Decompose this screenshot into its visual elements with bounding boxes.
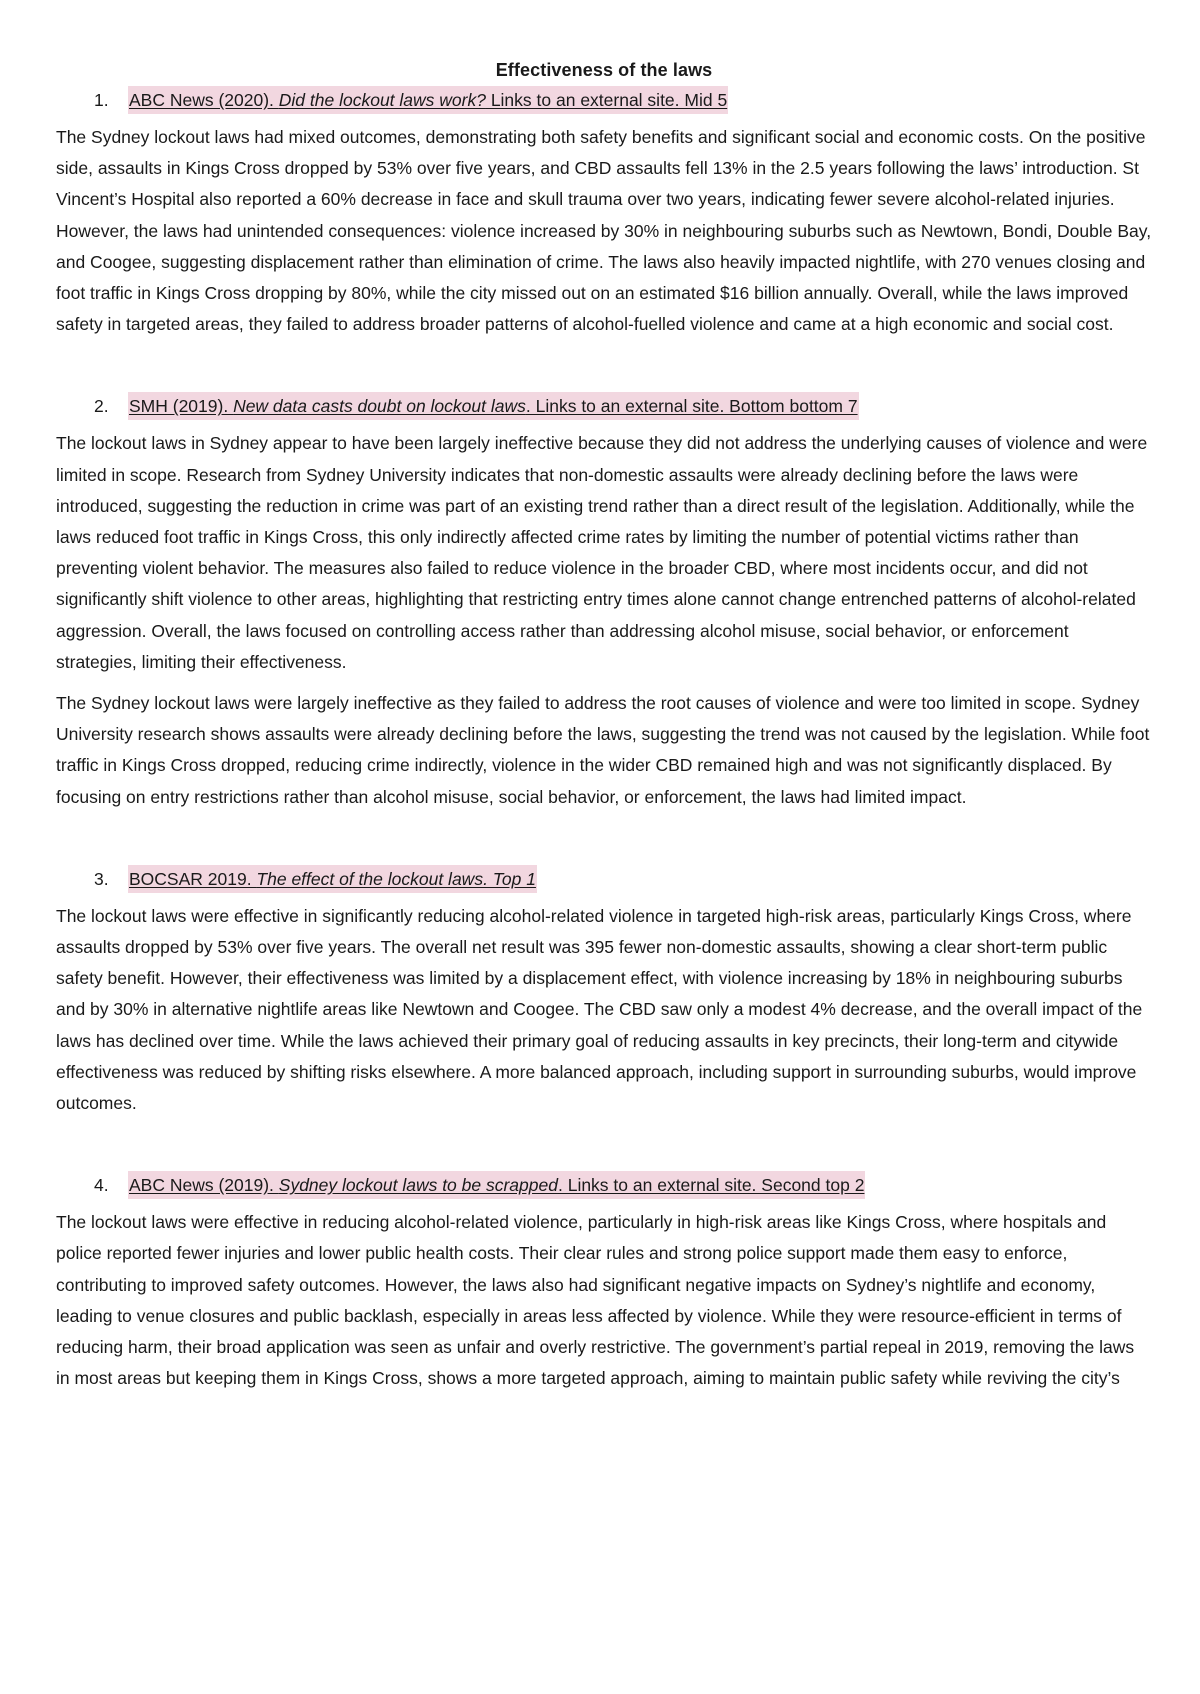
section-paragraph: The lockout laws were effective in reducing alcohol-related violence, particularly in high-risk areas like Kings Cross, where hospitals and police reported fewer injuries and lower public health costs. Their clear rules and strong police support made them easy to enforce, contributing to improved safety outcomes. However, the laws also had significant negative impacts on Sydney’s nightlife and economy, leading to venue closures and public backlash, especially in areas less affected by violence. While they were resource-efficient in terms of reducing harm, their broad application was seen as unfair and overly restrictive. The government’s partial repeal in 2019, removing the laws in most areas but keeping them in Kings Cross, shows a more targeted approach, aiming to maintain public safety while reviving the city’s (56, 1212, 1135, 1389)
section-number: 4. (94, 1175, 109, 1196)
citation-suffix: . Links to an external site. Bottom bottom 7 (525, 396, 858, 417)
citation-article-title: Did the lockout laws work? (278, 90, 486, 110)
section-citation-link[interactable] (128, 865, 537, 893)
section-paragraph: The lockout laws were effective in significantly reducing alcohol-related violence in targeted high-risk areas, particularly Kings Cross, where assaults dropped by 53% over five years. The overall net result was 395 fewer non-domestic assaults, showing a clear short-term public safety benefit. However, their effectiveness was limited by a displacement effect, with violence increasing by 18% in neighbouring suburbs and by 30% in alternative nightlife areas like Newtown and Coogee. The CBD saw only a modest 4% decrease, and the overall impact of the laws has declined over time. While the laws achieved their primary goal of reducing assaults in key precincts, their long-term and citywide effectiveness was reduced by shifting risks elsewhere. A more balanced approach, including support in surrounding suburbs, would improve outcomes. (56, 905, 1143, 1114)
citation-source: SMH (2019). (129, 396, 234, 417)
section-citation-link[interactable] (128, 86, 728, 114)
citation-suffix: Links to an external site. Mid 5 (485, 90, 728, 110)
section-paragraph: The lockout laws in Sydney appear to have been largely ineffective because they did not address the underlying causes of violence and were limited in scope. Research from Sydney University indicates that non-domestic assaults were already declining before the laws were introduced, suggesting the reduction in crime was part of an existing trend rather than a direct result of the legislation. Additionally, while the laws reduced foot traffic in Kings Cross, this only indirectly affected crime rates by limiting the number of potential victims rather than preventing violent behavior. The measures also failed to reduce violence in the broader CBD, where most incidents occur, and did not significantly shift violence to other areas, highlighting that restricting entry times alone cannot change entrenched patterns of alcohol-related aggression. Overall, the laws focused on controlling access rather than addressing alcohol misuse, social behavior, or enforcement strategies, limiting their effectiveness. (56, 433, 1148, 672)
citation-article-title: New data casts doubt on lockout laws (233, 396, 526, 417)
section-heading-4 (94, 1171, 1152, 1199)
citation-article-title: Sydney lockout laws to be scrapped (278, 1175, 558, 1196)
section-citation-link[interactable] (128, 392, 859, 420)
section-heading-1 (94, 86, 1152, 114)
section-paragraph: The Sydney lockout laws were largely ineffective as they failed to address the root causes of violence and were too limited in scope. Sydney University research shows assaults were already declining before the laws, suggesting the trend was not caused by the legislation. While foot traffic in Kings Cross dropped, reducing crime indirectly, violence in the wider CBD remained high and was not significantly displaced. By focusing on entry restrictions rather than alcohol misuse, social behavior, or enforcement, the laws had limited impact. (56, 693, 1150, 807)
section-number: 1. (94, 90, 109, 110)
citation-source: ABC News (2020). (129, 90, 279, 110)
citation-article-title: The effect of the lockout laws. Top 1 (256, 868, 536, 889)
citation-source: BOCSAR 2019. (129, 868, 257, 889)
section-paragraph: The Sydney lockout laws had mixed outcomes, demonstrating both safety benefits and significant social and economic costs. On the positive side, assaults in Kings Cross dropped by 53% over five years, and CBD assaults fell 13% in the 2.5 years following the laws’ introduction. St Vincent’s Hospital also reported a 60% decrease in face and skull trauma over two years, indicating fewer severe alcohol-related injuries. However, the laws had unintended consequences: violence increased by 30% in neighbouring suburbs such as Newtown, Bondi, Double Bay, and Coogee, suggesting displacement rather than elimination of crime. The laws also heavily impacted nightlife, with 270 venues closing and foot traffic in Kings Cross dropping by 80%, while the city missed out on an estimated $16 billion annually. Overall, while the laws improved safety in targeted areas, they failed to address broader patterns of alcohol-fuelled violence and came at a high economic and social cost. (56, 127, 1152, 335)
page-title: Effectiveness of the laws (495, 60, 713, 80)
section-citation-link[interactable] (128, 1171, 865, 1199)
citation-suffix: . Links to an external site. Second top 2 (557, 1175, 865, 1196)
citation-source: ABC News (2019). (129, 1175, 279, 1196)
section-number: 3. (94, 868, 109, 889)
section-number: 2. (94, 396, 109, 417)
section-heading-2 (94, 392, 1152, 420)
section-heading-3 (94, 865, 1152, 893)
